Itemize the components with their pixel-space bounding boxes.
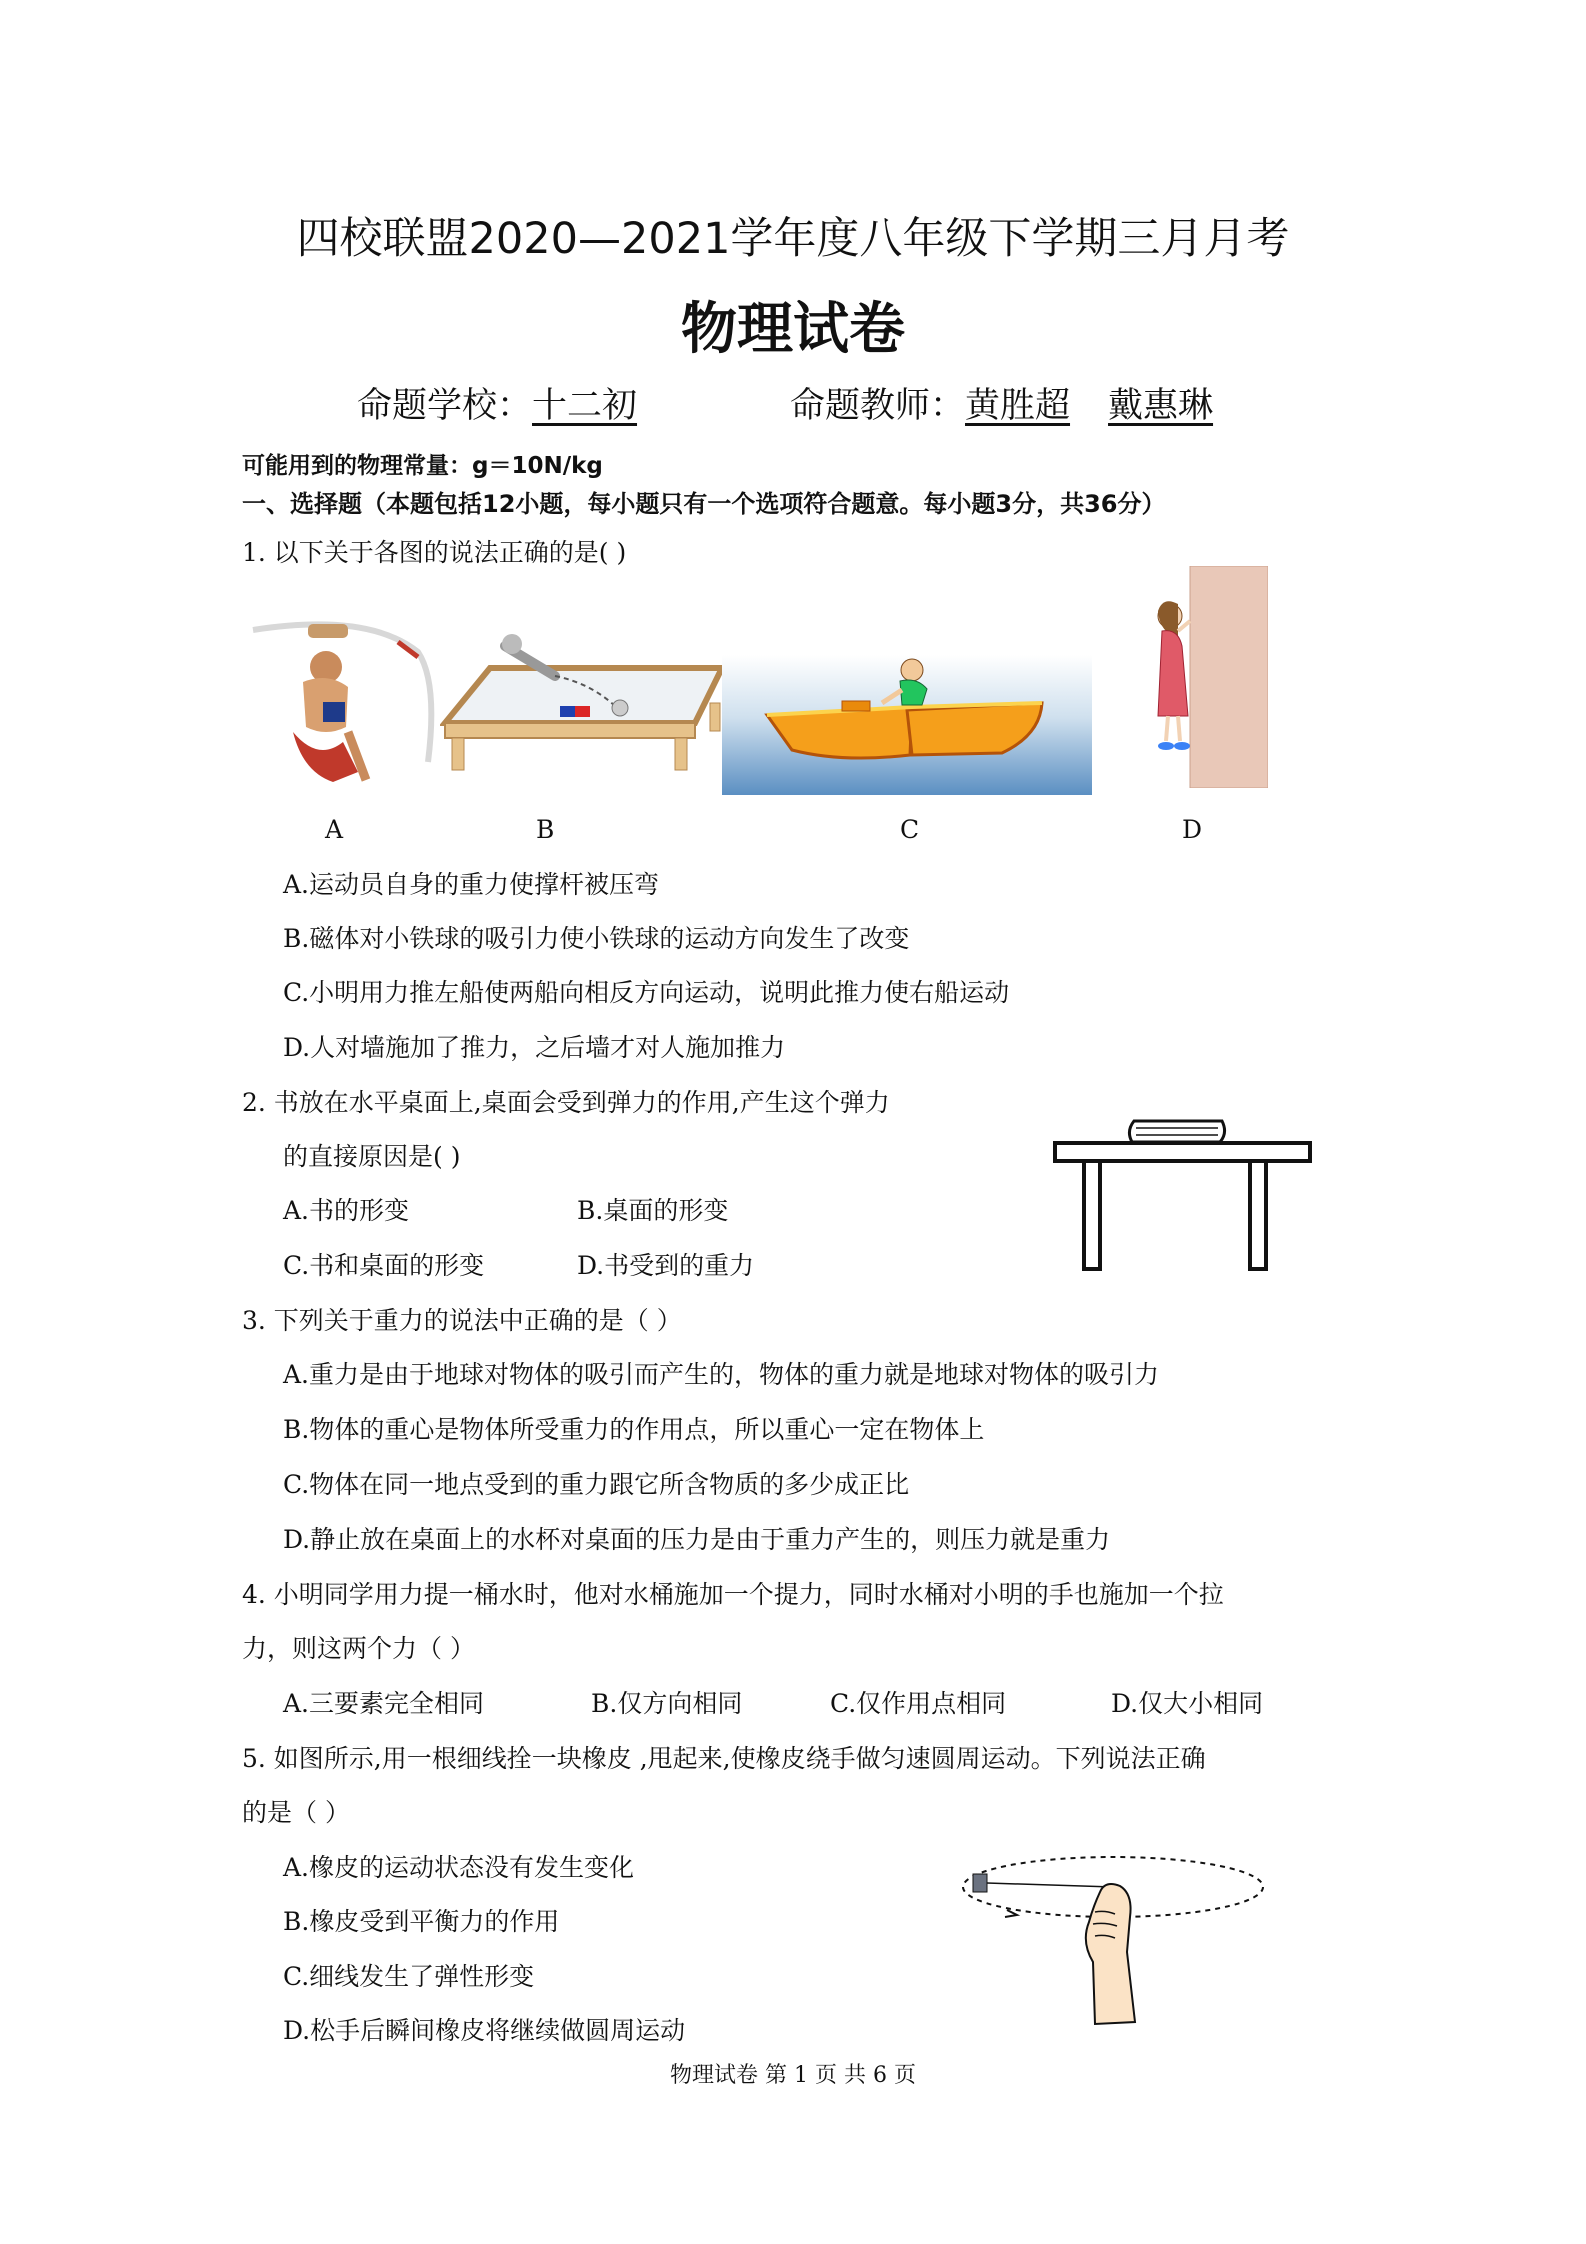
q4-option-a: A.三要素完全相同: [283, 1689, 485, 1718]
figure-a-label: A: [325, 815, 344, 844]
q2-option-b: B.桌面的形变: [577, 1196, 729, 1225]
q2-stem-line-2: 的直接原因是( ): [283, 1142, 461, 1171]
q1-stem: 1. 以下关于各图的说法正确的是( ): [242, 538, 627, 567]
q1-option-d: D.人对墙施加了推力，之后墙才对人施加推力: [283, 1033, 786, 1062]
figure-d-label: D: [1182, 815, 1203, 844]
q2-stem-line-1: 2. 书放在水平桌面上,桌面会受到弹力的作用,产生这个弹力: [242, 1088, 890, 1117]
exam-title: 四校联盟2020—2021学年度八年级下学期三月月考: [296, 214, 1290, 264]
q4-option-b: B.仅方向相同: [591, 1689, 743, 1718]
q2-option-c: C.书和桌面的形变: [283, 1251, 485, 1280]
q5-stem-line-2: 的是（ ）: [242, 1798, 350, 1827]
q4-stem-line-2: 力，则这两个力（ ）: [242, 1634, 475, 1663]
q2-option-d: D.书受到的重力: [577, 1251, 755, 1280]
q5-stem-line-1: 5. 如图所示,用一根细线拴一块橡皮 ,甩起来,使橡皮绕手做匀速圆周运动。下列说法正确: [242, 1744, 1206, 1773]
q5-option-a: A.橡皮的运动状态没有发生变化: [283, 1853, 635, 1882]
figure-book-on-table: [1052, 1118, 1314, 1273]
teacher-line: [790, 378, 1213, 428]
figure-b-magnet-table: [440, 628, 722, 778]
school-name: 十二初: [532, 386, 638, 426]
school-line: [357, 378, 637, 428]
q4-option-c: C.仅作用点相同: [830, 1689, 1007, 1718]
q2-option-a: A.书的形变: [283, 1196, 410, 1225]
figure-c-boats: [722, 655, 1092, 795]
school-label: 命题学校：: [357, 386, 533, 426]
q4-option-d: D.仅大小相同: [1111, 1689, 1264, 1718]
q5-option-d: D.松手后瞬间橡皮将继续做圆周运动: [283, 2016, 686, 2045]
q3-option-c: C.物体在同一地点受到的重力跟它所含物质的多少成正比: [283, 1470, 910, 1499]
teacher-name-2: 戴惠琳: [1108, 386, 1214, 426]
figure-c-label: C: [900, 815, 920, 844]
figure-b-label: B: [536, 815, 555, 844]
section-heading: 一、选择题（本题包括12小题，每小题只有一个选项符合题意。每小题3分，共36分）: [242, 490, 1166, 518]
constants-line: 可能用到的物理常量：g＝10N/kg: [242, 453, 603, 479]
teacher-label: 命题教师：: [790, 386, 966, 426]
figure-d-person-wall: [1148, 566, 1268, 788]
subject-title: 物理试卷: [681, 297, 905, 362]
q3-option-a: A.重力是由于地球对物体的吸引而产生的，物体的重力就是地球对物体的吸引力: [283, 1360, 1160, 1389]
q1-option-c: C.小明用力推左船使两船向相反方向运动，说明此推力使右船运动: [283, 978, 1010, 1007]
q3-stem: 3. 下列关于重力的说法中正确的是（ ）: [242, 1306, 682, 1335]
q1-option-b: B.磁体对小铁球的吸引力使小铁球的运动方向发生了改变: [283, 924, 910, 953]
q3-option-d: D.静止放在桌面上的水杯对桌面的压力是由于重力产生的，则压力就是重力: [283, 1525, 1111, 1554]
q5-option-b: B.橡皮受到平衡力的作用: [283, 1907, 560, 1936]
q5-option-c: C.细线发生了弹性形变: [283, 1962, 535, 1991]
figure-eraser-circular-motion: [955, 1852, 1275, 2027]
page-footer: 物理试卷 第 1 页 共 6 页: [670, 2063, 916, 2088]
figure-a-pole-vaulter: [248, 612, 438, 788]
q4-stem-line-1: 4. 小明同学用力提一桶水时，他对水桶施加一个提力，同时水桶对小明的手也施加一个拉: [242, 1580, 1224, 1609]
teacher-name-1: 黄胜超: [965, 386, 1071, 426]
q1-option-a: A.运动员自身的重力使撑杆被压弯: [283, 870, 660, 899]
q3-option-b: B.物体的重心是物体所受重力的作用点，所以重心一定在物体上: [283, 1415, 985, 1444]
